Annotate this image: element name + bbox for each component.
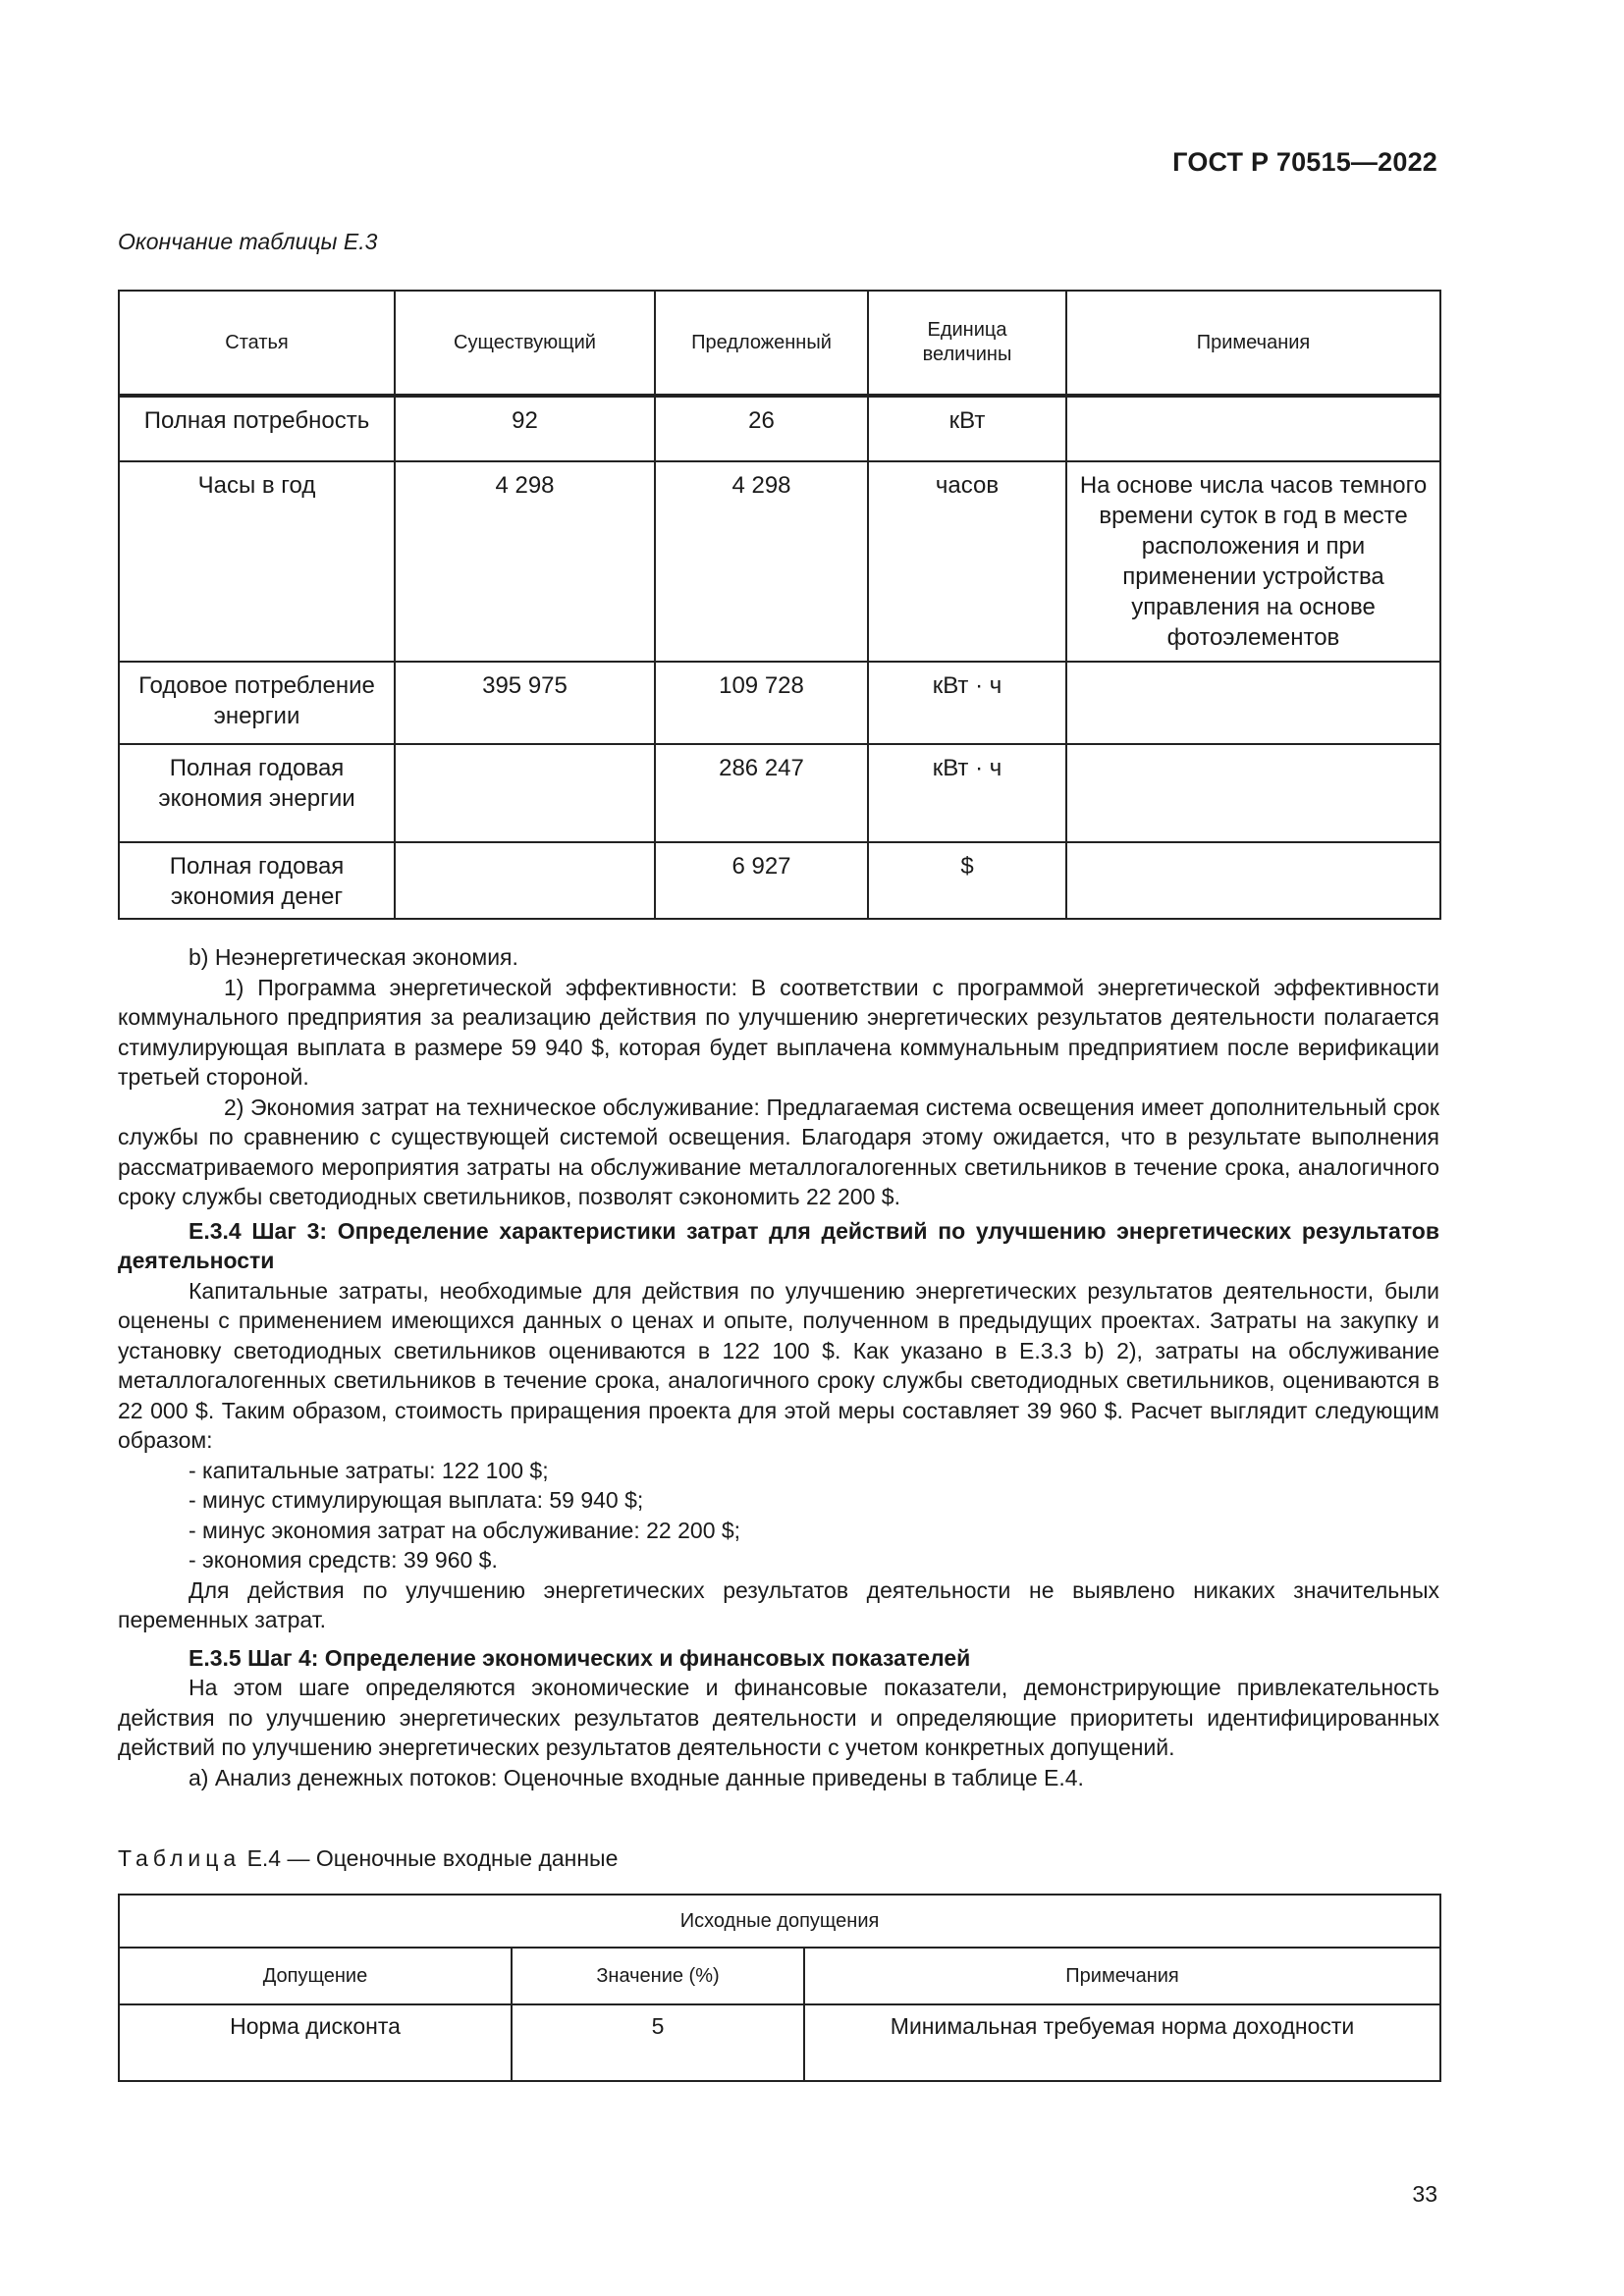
table-cell: 4 298: [655, 461, 868, 662]
paragraph: Капитальные затраты, необходимые для действия по улучшению энергетических результатов деятельности, были оценены с применением имеющихся данных о ценах и опыте, полученном в предыдущих проектах. Затраты на закупку и установку светодиодных светильников оцениваются в 122 100 $. Как указано в Е.3.3 b) 2), затраты на обслуживание металлогалогенных светильников в течение срока, аналогичного сроку службы светодиодных светильников, оцениваются в 22 000 $. Таким образом, стоимость приращения проекта для этой меры составляет 39 960 $. Расчет выглядит следующим образом:: [118, 1277, 1439, 1453]
paragraph: а) Анализ денежных потоков: Оценочные входные данные приведены в таблице Е.4.: [189, 1764, 1084, 1790]
list-item: - минус экономия затрат на обслуживание: 22 200 $;: [189, 1517, 741, 1543]
table-cell: кВт · ч: [868, 744, 1066, 842]
table-continuation-caption: Окончание таблицы Е.3: [118, 229, 378, 254]
column-header: Значение (%): [512, 1948, 804, 2004]
table-cell: 395 975: [395, 662, 655, 744]
table-cell: кВт · ч: [868, 662, 1066, 744]
table-cell: кВт: [868, 396, 1066, 461]
table-label: Таблица: [118, 1845, 242, 1871]
document-code: ГОСТ Р 70515—2022: [1172, 147, 1437, 177]
table-cell: Полная годовая экономия денег: [119, 842, 395, 919]
table-cell: [1066, 744, 1440, 842]
table-cell: 26: [655, 396, 868, 461]
column-header: Статья: [119, 291, 395, 396]
table-cell: [1066, 842, 1440, 919]
table-group-header-row: [119, 1895, 1440, 1948]
section-heading: Е.3.5 Шаг 4: Определение экономических и финансовых показателей: [189, 1644, 971, 1671]
table-header-row: [119, 291, 1440, 396]
column-header: Существующий: [395, 291, 655, 396]
table-cell: 4 298: [395, 461, 655, 662]
table-e3: [118, 290, 1441, 920]
table-cell: 109 728: [655, 662, 868, 744]
list-item: - минус стимулирующая выплата: 59 940 $;: [189, 1487, 644, 1513]
table-cell: [1066, 662, 1440, 744]
paragraph: На этом шаге определяются экономические и финансовые показатели, демонстрирующие привлекательность действия по улучшению энергетических результатов деятельности и определяющие приоритеты идентифицированных действий по улучшению энергетических результатов деятельности с учетом конкретных допущений.: [118, 1675, 1439, 1760]
table-caption: Е.4 — Оценочные входные данные: [246, 1845, 619, 1871]
table-row: [119, 842, 1440, 919]
table-cell: Полная потребность: [119, 396, 395, 461]
table-cell: $: [868, 842, 1066, 919]
table-e4: [118, 1894, 1441, 2082]
column-header: Единица величины: [868, 291, 1066, 396]
body-text: [118, 942, 1439, 1792]
table-cell: Норма дисконта: [119, 2004, 512, 2081]
column-header: Примечания: [804, 1948, 1440, 2004]
group-header: Исходные допущения: [119, 1895, 1440, 1948]
list-item: - капитальные затраты: 122 100 $;: [189, 1457, 549, 1483]
table-cell: 5: [512, 2004, 804, 2081]
paragraph: 2) Экономия затрат на техническое обслуживание: Предлагаемая система освещения имеет дополнительный срок службы по сравнению с существующей системой освещения. Благодаря этому ожидается, что в результате выполнения рассматриваемого мероприятия затраты на обслуживание металлогалогенных светильников в течение срока, аналогичного сроку службы светодиодных светильников, позволят сэкономить 22 200 $.: [118, 1094, 1439, 1209]
table-cell: 92: [395, 396, 655, 461]
section-heading: Е.3.4 Шаг 3: Определение характеристики затрат для действий по улучшению энергетических результатов деятельности: [118, 1217, 1439, 1273]
table-cell: Полная годовая экономия энергии: [119, 744, 395, 842]
column-header: Допущение: [119, 1948, 512, 2004]
table-cell: [395, 744, 655, 842]
paragraph: 1) Программа энергетической эффективности: В соответствии с программой энергетической эффективности коммунального предприятия за реализацию действия по улучшению энергетических результатов деятельности полагается стимулирующая выплата в размере 59 940 $, которая будет выплачена коммунальным предприятием после верификации третьей стороной.: [118, 974, 1439, 1090]
table-row: [119, 461, 1440, 662]
table-cell: На основе числа часов темного времени суток в год в месте расположения и при применении устройства управления на основе фотоэлементов: [1066, 461, 1440, 662]
table-cell: Минимальная требуемая норма доходности: [804, 2004, 1440, 2081]
paragraph: b) Неэнергетическая экономия.: [189, 944, 518, 970]
page-number: 33: [1412, 2181, 1437, 2207]
table-header-row: [119, 1948, 1440, 2004]
table-cell: 6 927: [655, 842, 868, 919]
table-cell: 286 247: [655, 744, 868, 842]
table-row: [119, 744, 1440, 842]
column-header: Предложенный: [655, 291, 868, 396]
list-item: - экономия средств: 39 960 $.: [189, 1547, 498, 1573]
table-cell: Годовое потребление энергии: [119, 662, 395, 744]
table-title: [118, 1845, 618, 1872]
table-cell: часов: [868, 461, 1066, 662]
table-row: [119, 396, 1440, 461]
table-cell: Часы в год: [119, 461, 395, 662]
table-row: [119, 2004, 1440, 2081]
paragraph: Для действия по улучшению энергетических результатов деятельности не выявлено никаких значительных переменных затрат.: [118, 1576, 1439, 1632]
column-header: Примечания: [1066, 291, 1440, 396]
table-cell: [1066, 396, 1440, 461]
table-cell: [395, 842, 655, 919]
table-row: [119, 662, 1440, 744]
